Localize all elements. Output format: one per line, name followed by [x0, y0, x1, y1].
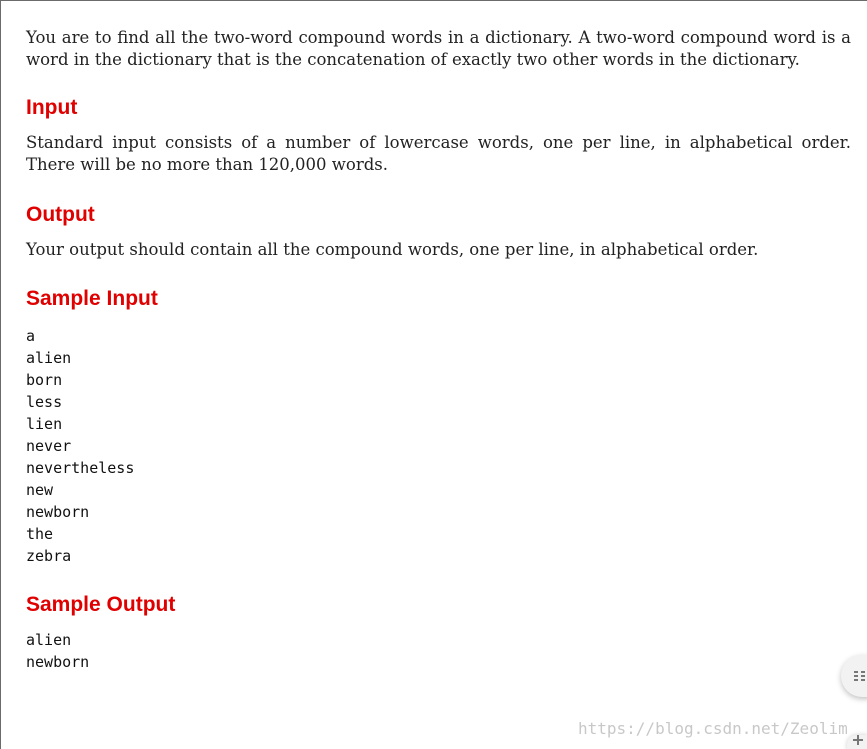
corner-add-button[interactable] [847, 735, 867, 749]
plus-icon [853, 735, 863, 749]
output-heading: Output [26, 203, 95, 226]
sample-input-line: new [26, 481, 54, 499]
sample-input-line: less [26, 393, 63, 411]
sample-output-line: newborn [26, 653, 90, 671]
grid-icon [853, 669, 867, 683]
sample-input-line: nevertheless [26, 459, 135, 477]
sample-input-line: newborn [26, 503, 90, 521]
sample-input-line: never [26, 437, 72, 455]
sample-input-line: the [26, 525, 54, 543]
sample-input-line: alien [26, 349, 72, 367]
problem-statement [26, 27, 851, 673]
sample-input-heading: Sample Input [26, 287, 158, 310]
input-description: Standard input consists of a number of lowercase words, one per line, in alphabetical order. There will be no more than 120,000 words. [26, 133, 851, 174]
sample-output-line: alien [26, 631, 72, 649]
sample-output-block [26, 629, 851, 673]
output-description: Your output should contain all the compound words, one per line, in alphabetical order. [26, 240, 759, 259]
sample-input-line: lien [26, 415, 63, 433]
sample-input-block [26, 325, 851, 567]
sample-output-heading: Sample Output [26, 593, 176, 616]
sample-input-line: zebra [26, 547, 72, 565]
watermark-url: https://blog.csdn.net/Zeolim [578, 719, 848, 738]
sample-input-line: a [26, 327, 36, 345]
intro-paragraph: You are to find all the two-word compound words in a dictionary. A two-word compound word is a word in the dictionary that is the concatenation of exactly two other words in the dictionary. [26, 28, 851, 69]
input-heading: Input [26, 96, 78, 119]
sample-input-line: born [26, 371, 63, 389]
